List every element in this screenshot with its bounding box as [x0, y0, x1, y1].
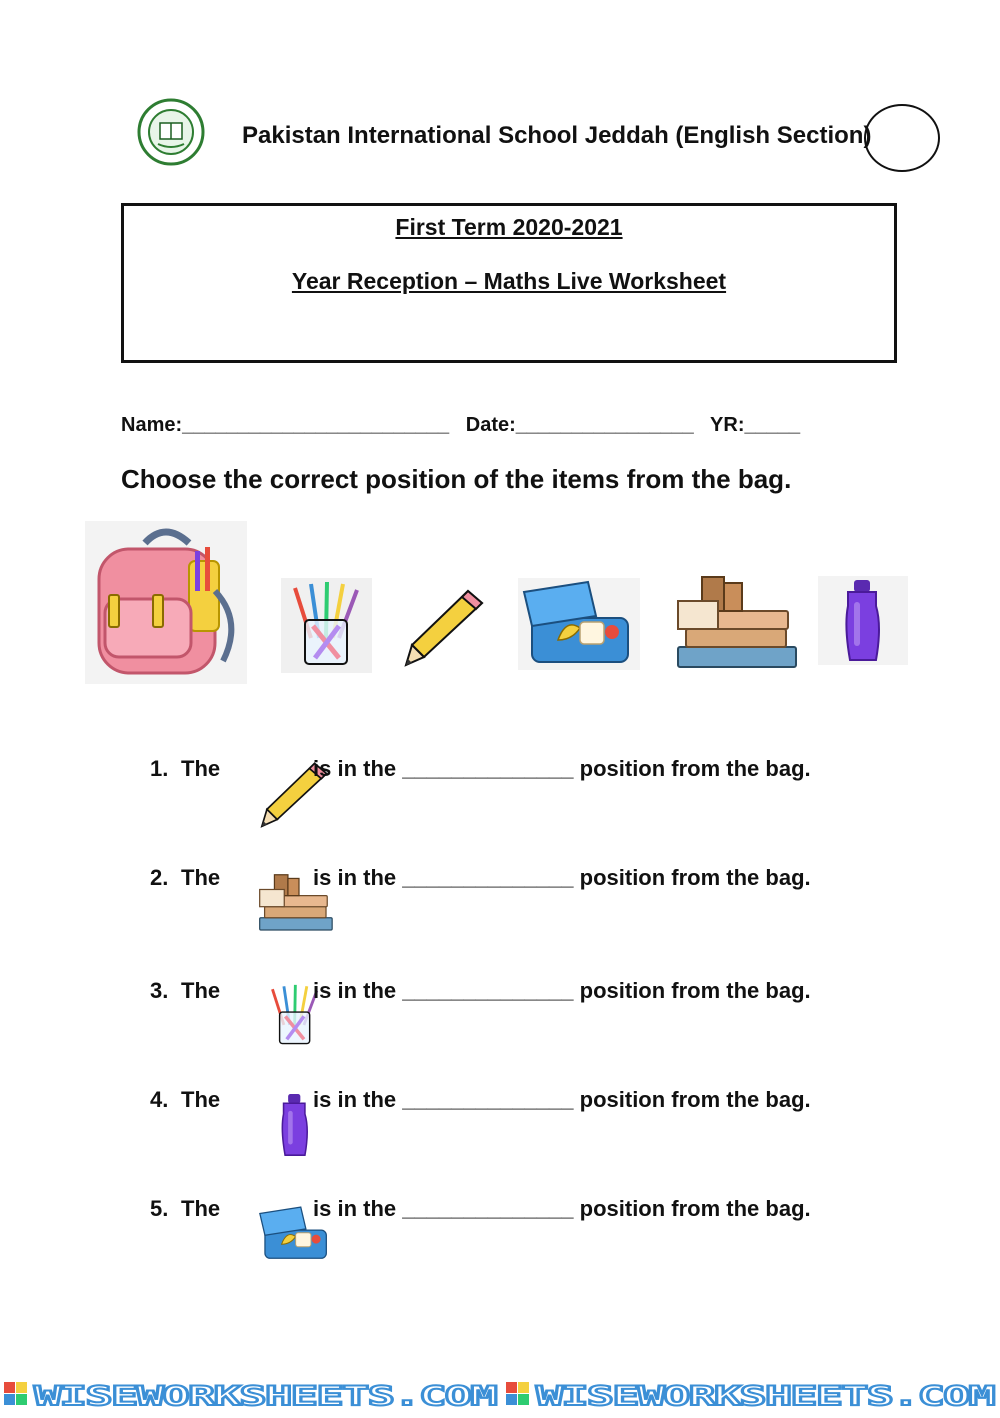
lunchbox-icon [518, 578, 640, 670]
question-number: 3. [150, 978, 169, 1003]
instruction: Choose the correct position of the items from the bag. [121, 464, 792, 494]
question-number: 1. [150, 756, 169, 781]
question-3 [150, 970, 811, 1010]
watermark-text: WISEWORKSHEETS.COM [34, 1381, 498, 1412]
term-title: First Term 2020-2021 [395, 214, 623, 240]
question-1 [150, 748, 811, 788]
watermark-logo-icon [4, 1382, 27, 1405]
bag-icon [85, 521, 247, 684]
books-icon [232, 843, 310, 911]
title-box [121, 203, 897, 363]
watermark-footer [0, 1376, 1000, 1413]
question-5 [150, 1188, 811, 1228]
pencil-holder-icon [281, 578, 372, 673]
watermark-text: WISEWORKSHEETS.COM [536, 1381, 996, 1412]
question-number: 4. [150, 1087, 169, 1112]
question-2 [150, 857, 811, 897]
question-text: is in the ______________ position from the bag. [313, 865, 811, 890]
question-number: 5. [150, 1196, 169, 1221]
pencil-holder-icon [232, 956, 310, 1024]
lunchbox-icon [232, 1174, 310, 1242]
question-lead: The [181, 978, 221, 1003]
question-lead: The [181, 1087, 221, 1112]
question-number: 2. [150, 865, 169, 890]
question-text: is in the ______________ position from the bag. [313, 756, 811, 781]
pencil-icon [404, 587, 486, 667]
school-name: Pakistan International School Jeddah (English Section) [242, 122, 872, 149]
question-text: is in the ______________ position from the bag. [313, 978, 811, 1003]
question-text: is in the ______________ position from the bag. [313, 1087, 811, 1112]
school-logo [128, 96, 214, 174]
question-lead: The [181, 865, 221, 890]
water-bottle-icon [232, 1065, 310, 1133]
books-icon [672, 573, 799, 673]
question-lead: The [181, 756, 221, 781]
worksheet-title: Year Reception – Maths Live Worksheet [291, 268, 727, 294]
student-info-fields: Name:________________________ Date:________________ YR:_____ [121, 414, 801, 436]
pencil-icon [232, 734, 310, 802]
water-bottle-icon [818, 576, 908, 665]
question-4 [150, 1079, 811, 1119]
question-text: is in the ______________ position from the bag. [313, 1196, 811, 1221]
score-circle [864, 104, 940, 172]
question-lead: The [181, 1196, 221, 1221]
watermark-logo-icon [506, 1382, 529, 1405]
